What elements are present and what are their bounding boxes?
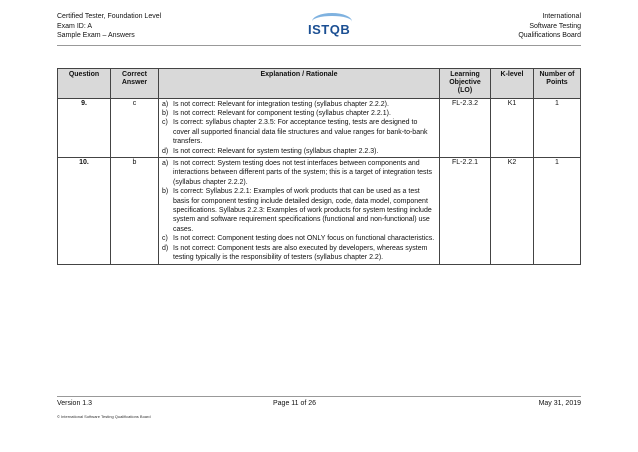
question-number: 9.	[58, 98, 111, 157]
header-divider	[57, 45, 581, 46]
option-label: a)	[162, 160, 169, 168]
k-level: K2	[491, 158, 534, 264]
option-text: Is correct: Syllabus 2.2.1: Examples of work products that can be used as a test basis for component testing include detailed design, code, data model, component specifications. Syllabus 2.2.3: Examples of work products for system testing include system and software requirement specifications (functional and non-functional) use cases.	[173, 188, 432, 233]
org-line-2: Software Testing	[529, 22, 581, 30]
correct-answer: c	[111, 98, 159, 157]
org-line-3: Qualifications Board	[518, 32, 581, 40]
answers-table	[57, 68, 581, 265]
table-row	[58, 98, 581, 157]
table-header-row	[58, 69, 581, 99]
istqb-logo	[300, 12, 360, 44]
footer-divider	[57, 396, 581, 397]
table-row	[58, 158, 581, 264]
footer-page-number: Page 11 of 26	[273, 400, 317, 407]
footer-copyright: © International Software Testing Qualifications Board	[57, 414, 151, 419]
explanation	[159, 158, 440, 264]
option-label: c)	[162, 119, 168, 127]
question-number: 10.	[58, 158, 111, 264]
option-c	[162, 234, 436, 243]
org-line-1: International	[542, 13, 581, 20]
logo-text: ISTQB	[308, 22, 351, 37]
option-d	[162, 244, 436, 263]
header-left	[57, 12, 161, 41]
option-d	[162, 147, 436, 156]
option-c	[162, 118, 436, 146]
option-label: a)	[162, 100, 169, 108]
option-text: Is not correct: Component testing does not ONLY focus on functional characteristics.	[173, 235, 435, 243]
col-question: Question	[58, 69, 111, 99]
option-b	[162, 187, 436, 234]
points: 1	[534, 98, 581, 157]
option-text: Is not correct: Relevant for system testing (syllabus chapter 2.2.3).	[173, 147, 379, 155]
correct-answer: b	[111, 158, 159, 264]
col-learning-objective: Learning Objective (LO)	[440, 69, 491, 99]
option-a	[162, 159, 436, 187]
option-a	[162, 100, 436, 109]
option-label: c)	[162, 235, 168, 243]
col-points: Number of Points	[534, 69, 581, 99]
learning-objective: FL-2.2.1	[440, 158, 491, 264]
col-correct-answer: Correct Answer	[111, 69, 159, 99]
col-k-level: K-level	[491, 69, 534, 99]
option-text: Is correct: syllabus chapter 2.3.5: For acceptance testing, tests are designed to cover all supported financial data file structures and value ranges for bank-to-bank transfers.	[173, 119, 428, 146]
doc-title: Certified Tester, Foundation Level	[57, 13, 162, 20]
option-label: d)	[162, 244, 169, 252]
option-text: Is not correct: Component tests are also executed by developers, whereas system testing typically is the responsibility of testers (syllabus chapter 2.2).	[173, 244, 428, 262]
points: 1	[534, 158, 581, 264]
option-label: b)	[162, 188, 169, 196]
option-b	[162, 109, 436, 118]
footer-date: May 31, 2019	[538, 400, 581, 407]
k-level: K1	[491, 98, 534, 157]
learning-objective: FL-2.3.2	[440, 98, 491, 157]
option-text: Is not correct: Relevant for component testing (syllabus chapter 2.2.1).	[173, 110, 391, 118]
col-explanation: Explanation / Rationale	[159, 69, 440, 99]
footer-version: Version 1.3	[57, 400, 93, 407]
option-label: b)	[162, 110, 169, 118]
doc-subtitle: Sample Exam – Answers	[57, 32, 135, 40]
option-label: d)	[162, 147, 169, 155]
explanation	[159, 98, 440, 157]
option-text: Is not correct: System testing does not test interfaces between components and interactions between different parts of the system; this is a target of integration tests (syllabus chapter 2.2.2).	[173, 160, 433, 186]
header-right	[518, 12, 581, 41]
option-text: Is not correct: Relevant for integration testing (syllabus chapter 2.2.2).	[173, 100, 389, 108]
exam-id: Exam ID: A	[57, 22, 93, 30]
